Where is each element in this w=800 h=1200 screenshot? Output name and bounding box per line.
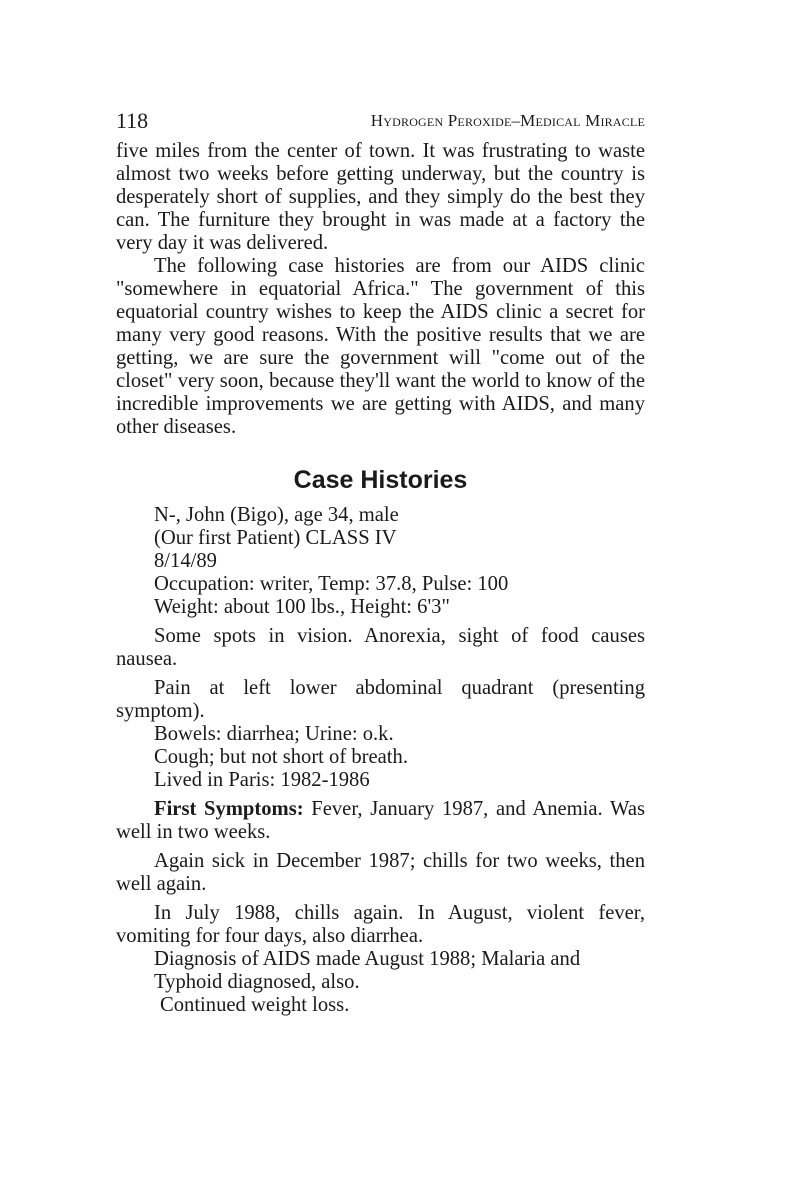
first-symptoms-label: First Symptoms:	[154, 798, 304, 820]
case-july: In July 1988, chills again. In August, violent fever, vomiting for four days, also diarrhea.	[116, 902, 645, 947]
intro-paragraph-2: The following case histories are from our AIDS clinic "somewhere in equatorial Africa." The government of this equatorial country wishes to keep the AIDS clinic a secret for many very good reasons. With the positive results that we are getting, we are sure the government will "come out of the closet" very soon, because they'll want the world to know of the incredible improvements we are getting with AIDS, and many other diseases.	[116, 255, 645, 438]
case-bowels: Bowels: diarrhea; Urine: o.k.	[154, 723, 394, 745]
case-first-symptoms	[116, 798, 645, 844]
case-occupation: Occupation: writer, Temp: 37.8, Pulse: 100	[154, 573, 509, 595]
case-lived: Lived in Paris: 1982-1986	[154, 769, 370, 791]
intro-paragraph-1: five miles from the center of town. It was frustrating to waste almost two weeks before getting underway, but the country is desperately short of supplies, and they simply do the best they can. The furniture they brought in was made at a factory the very day it was delivered.	[116, 140, 645, 254]
page-number: 118	[116, 108, 149, 133]
section-heading: Case Histories	[293, 466, 468, 494]
case-vision: Some spots in vision. Anorexia, sight of food causes nausea.	[116, 625, 645, 670]
case-weight: Weight: about 100 lbs., Height: 6'3"	[154, 596, 450, 618]
case-again-sick: Again sick in December 1987; chills for two weeks, then well again.	[116, 850, 645, 895]
case-class-line: (Our first Patient) CLASS IV	[154, 527, 397, 549]
running-title: Hydrogen Peroxide–Medical Miracle	[370, 111, 645, 130]
case-diagnosis: Diagnosis of AIDS made August 1988; Malaria and	[154, 948, 581, 970]
body-text	[116, 140, 645, 1017]
case-weight-loss: Continued weight loss.	[160, 994, 350, 1016]
running-head	[116, 104, 645, 140]
case-typhoid: Typhoid diagnosed, also.	[154, 971, 360, 993]
case-pain: Pain at left lower abdominal quadrant (presenting symptom).	[116, 677, 645, 722]
case-name-line: N-, John (Bigo), age 34, male	[154, 504, 399, 526]
case-cough: Cough; but not short of breath.	[154, 746, 408, 768]
book-page	[116, 104, 645, 1017]
case-date: 8/14/89	[154, 550, 217, 572]
first-symptoms-text: Fever, January 1987, and Anemia. Was well in two weeks.	[116, 798, 645, 843]
